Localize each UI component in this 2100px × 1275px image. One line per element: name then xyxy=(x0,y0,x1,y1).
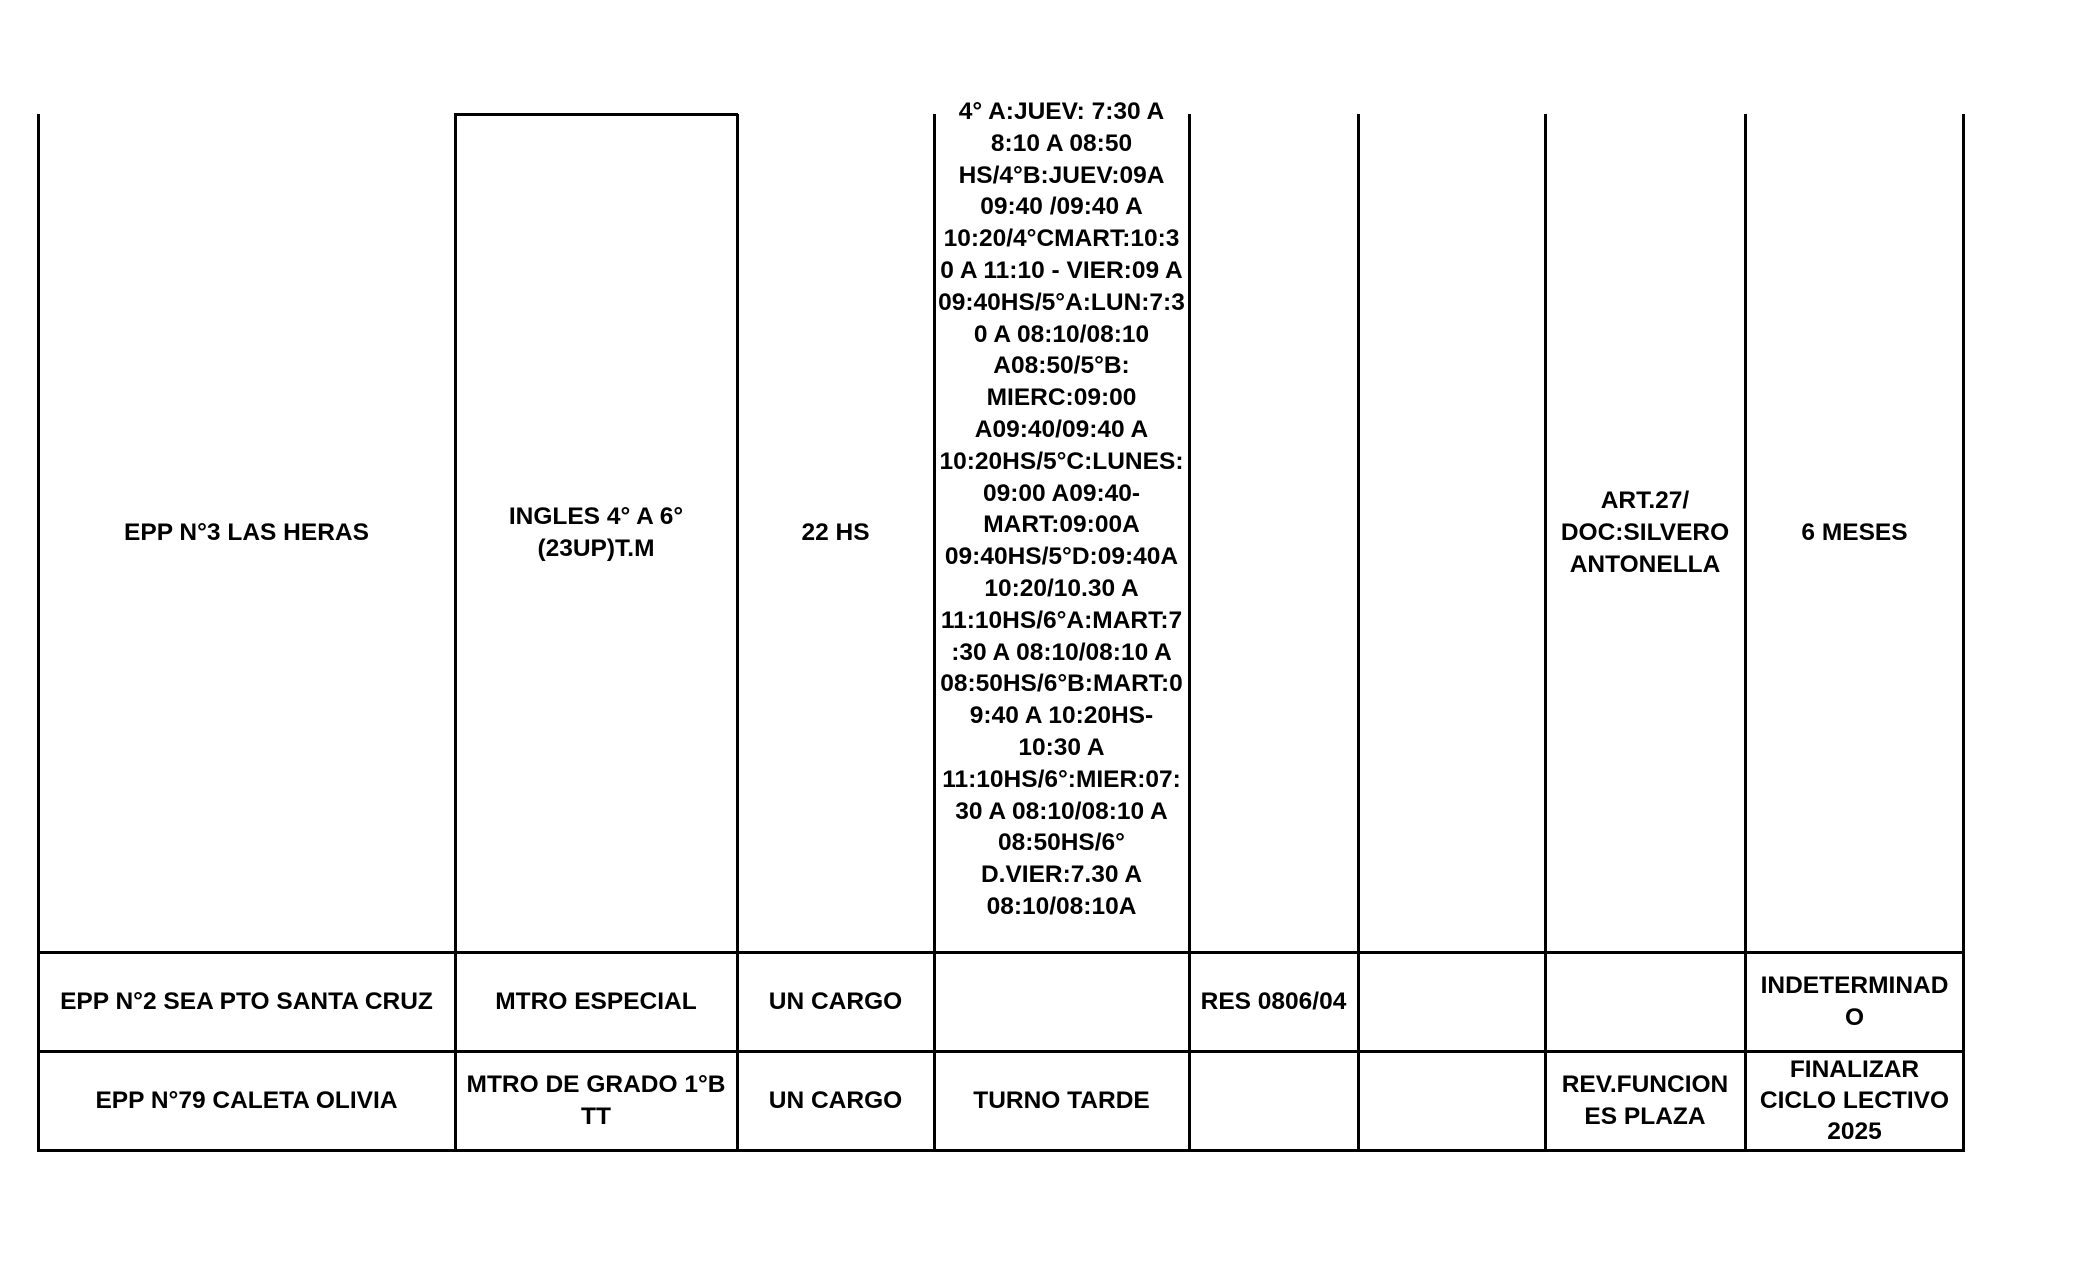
table-cell-hours: UN CARGO xyxy=(768,987,903,1015)
table-cell-reason: ART.27/ DOC:SILVERO ANTONELLA xyxy=(1560,487,1730,578)
table-cell-resolution xyxy=(1189,1051,1358,1150)
table-cell-school: EPP N°2 SEA PTO SANTA CRUZ xyxy=(60,987,433,1015)
grid-line xyxy=(37,1149,1965,1152)
table-cell-resolution: RES 0806/04 xyxy=(1200,987,1347,1015)
grid-line xyxy=(37,1050,1965,1053)
grid-line xyxy=(1357,114,1360,1152)
schedule-text: 4° A:JUEV: 7:30 A 8:10 A 08:50 HS/4°B:JUEV:09A 09:40 /09:40 A 10:20/4°CMART:10:30 A 11:10 - VIER:09 A 09:40HS/5°A:LUN:7:30 A 08:10/08:10 A08:50/5°B: MIERC:09:00 A09:40/09:40 A 10:20HS/5°C:LUNES:09:00 A09:40- MART:09:00A 09:40HS/5°D:09:40A 10:20/10.30 A 11:10HS/6°A:MART:7:30 A 08:10/08:10 A 08:50HS/6°B:MART:09:40 A 10:20HS- 10:30 A 11:10HS/6°:MIER:07:30 A 08:10/08:10 A 08:50HS/6° D.VIER:7.30 A 08:10/08:10A xyxy=(938,98,1185,920)
table-cell-reason: REV.FUNCIONES PLAZA xyxy=(1561,1070,1729,1130)
table-cell-resolution xyxy=(1189,114,1358,952)
grid-line xyxy=(454,114,457,1152)
grid-line xyxy=(933,114,936,1152)
table-cell-empty xyxy=(1358,114,1545,952)
grid-line xyxy=(37,951,1965,954)
table-cell-schedule xyxy=(934,952,1189,1051)
table-cell-empty xyxy=(1358,1051,1545,1150)
table-cell-duration: 6 MESES xyxy=(1801,519,1908,547)
table-cell-hours: UN CARGO xyxy=(768,1086,903,1114)
table-cell-schedule: TURNO TARDE xyxy=(973,1086,1150,1114)
grid-line xyxy=(37,114,40,1152)
grid-line xyxy=(454,113,738,116)
table-cell-school: EPP N°79 CALETA OLIVIA xyxy=(95,1086,398,1114)
grid-line xyxy=(1744,114,1747,1152)
spreadsheet-page xyxy=(38,0,1962,1275)
table-cell-hours: 22 HS xyxy=(801,519,870,547)
grid-line xyxy=(736,114,739,1152)
table-cell-position: INGLES 4° A 6° (23UP)T.M xyxy=(508,503,684,562)
grid-line xyxy=(1544,114,1547,1152)
table-cell-school: EPP N°3 LAS HERAS xyxy=(124,519,369,547)
table-cell-position: MTRO DE GRADO 1°B TT xyxy=(466,1070,726,1130)
table-cell-duration: INDETERMINADO xyxy=(1760,971,1949,1031)
grid-line xyxy=(1962,114,1965,1152)
grid-line xyxy=(1188,114,1191,1152)
table-cell-duration: FINALIZAR CICLO LECTIVO 2025 xyxy=(1759,1056,1950,1145)
table-cell-empty xyxy=(1358,952,1545,1051)
table-cell-position: MTRO ESPECIAL xyxy=(495,987,697,1015)
table-cell-reason xyxy=(1545,952,1745,1051)
table-cell-schedule xyxy=(934,98,1189,952)
